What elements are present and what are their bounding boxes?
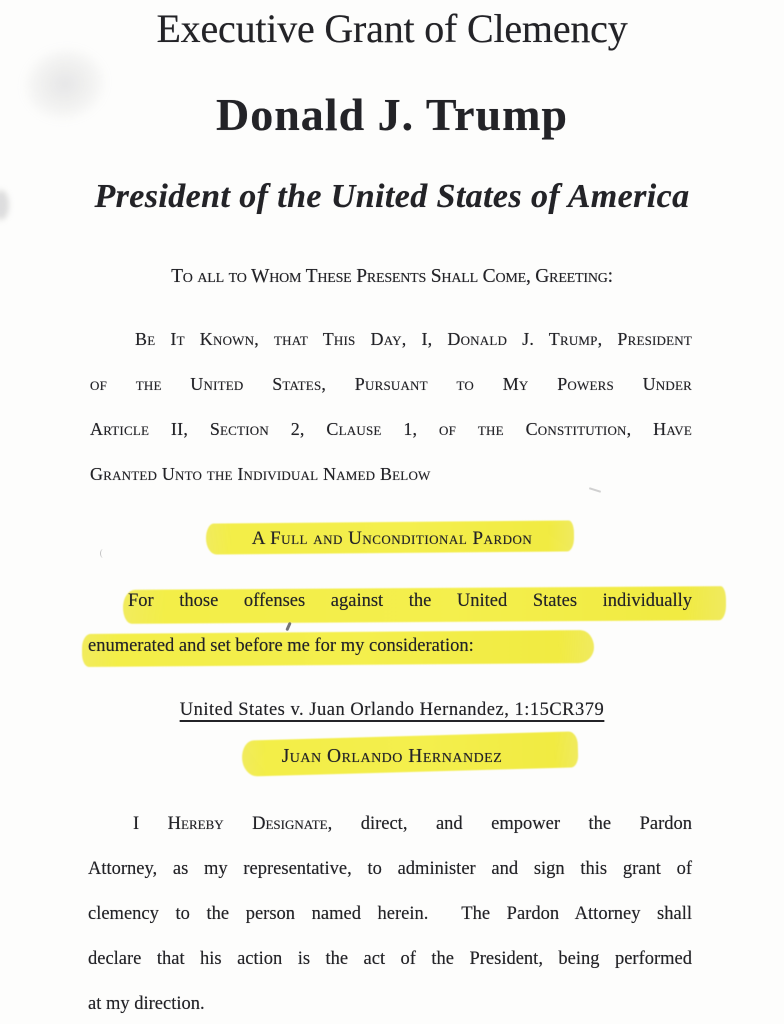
designation-line-2: Attorney, as my representative, to administer and sign this grant of bbox=[88, 859, 692, 879]
offenses-line-1: For those offenses against the United States individually bbox=[128, 591, 692, 611]
proclamation-line-4: Granted Unto the Individual Named Below bbox=[90, 464, 431, 484]
designation-line-5: at my direction. bbox=[88, 994, 205, 1014]
offenses-line-2: enumerated and set before me for my consideration: bbox=[88, 636, 474, 656]
president-name: Donald J. Trump bbox=[215, 89, 568, 140]
recipient-name: Juan Orlando Hernandez bbox=[281, 746, 503, 767]
pardon-heading: A Full and Unconditional Pardon bbox=[251, 528, 533, 549]
designation-line-4: declare that his action is the act of the President, being performed bbox=[88, 949, 692, 969]
designation-line-3: clemency to the person named herein. The Pardon Attorney shall bbox=[88, 904, 692, 924]
offenses-paragraph bbox=[88, 579, 692, 669]
proclamation-line-1: Be It Known, that This Day, I, Donald J. Trump, President bbox=[135, 329, 692, 349]
designation-paragraph bbox=[88, 802, 692, 1024]
president-title: President of the United States of America bbox=[94, 178, 690, 215]
designation-line-1-rest: , direct, and empower the Pardon bbox=[327, 814, 692, 834]
case-citation: United States v. Juan Orlando Hernandez, 1:15CR379 bbox=[179, 700, 605, 720]
proclamation-line-2: of the United States, Pursuant to My Powers Under bbox=[90, 374, 692, 394]
proclamation-line-3: Article II, Section 2, Clause 1, of the Constitution, Have bbox=[90, 419, 692, 439]
greeting-line: To all to Whom These Presents Shall Come, Greeting: bbox=[171, 266, 613, 287]
designation-lead-in: I Hereby Designate bbox=[133, 814, 328, 834]
designation-line-1 bbox=[88, 802, 692, 847]
proclamation-paragraph bbox=[90, 317, 692, 497]
document-title: Executive Grant of Clemency bbox=[156, 6, 628, 51]
